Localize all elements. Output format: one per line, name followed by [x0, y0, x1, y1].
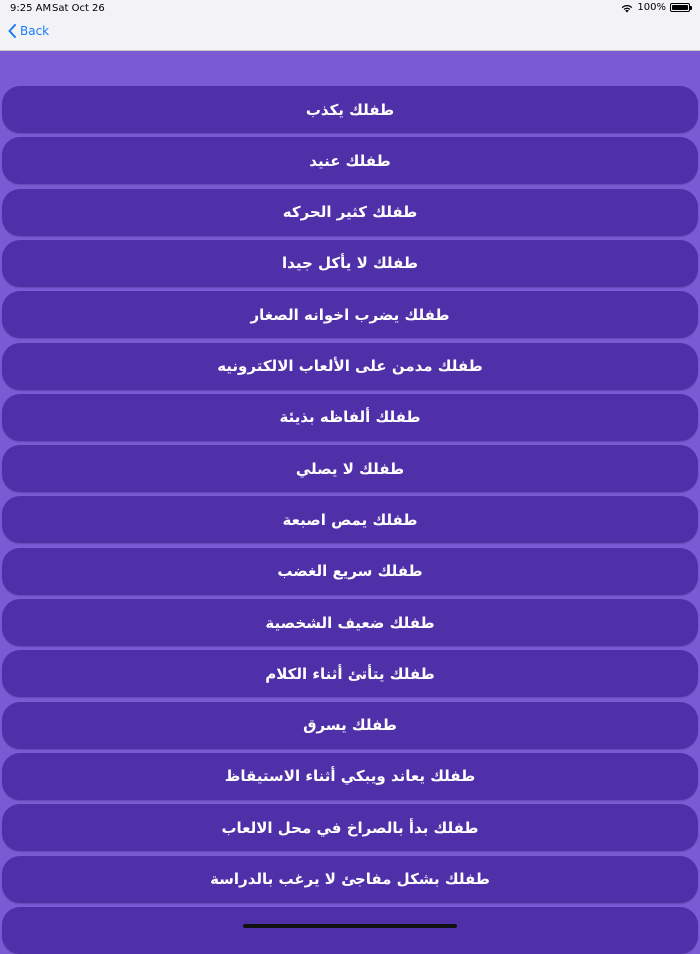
list-item[interactable] [2, 856, 698, 903]
back-label: Back [20, 24, 50, 38]
list-item[interactable] [2, 753, 698, 800]
back-button[interactable] [8, 24, 49, 38]
list-item-label: طفلك بدأ بالصراخ في محل الالعاب [221, 818, 479, 837]
list-item-label: طفلك ألفاظه بذيئة [279, 408, 421, 427]
status-date: Sat Oct 26 [52, 3, 105, 14]
battery-percent: 100% [637, 2, 666, 13]
navigation-bar [0, 18, 700, 51]
list-item[interactable] [2, 394, 698, 441]
list-item[interactable] [2, 907, 698, 954]
status-right [621, 2, 690, 13]
list-item-label: طفلك مدمن على الألعاب الالكترونيه [217, 357, 483, 375]
battery-fill [672, 5, 688, 10]
list-item-label: طفلك يمص اصبعة [282, 510, 418, 529]
list-item[interactable] [2, 804, 698, 851]
list-item[interactable] [2, 189, 698, 236]
status-bar [0, 0, 700, 18]
list-item-label: طفلك يتأتئ أثناء الكلام [265, 664, 435, 683]
list-item[interactable] [2, 496, 698, 543]
list-item-label: طفلك لا يصلي [295, 459, 405, 478]
list-item[interactable] [2, 445, 698, 492]
list-item[interactable] [2, 86, 698, 133]
battery-icon [670, 3, 690, 12]
list-item-label: طفلك يضرب اخوانه الصغار [250, 305, 450, 324]
list-item[interactable] [2, 291, 698, 338]
list-item[interactable] [2, 240, 698, 287]
list-item-label: طفلك يسرق [303, 716, 397, 735]
list-item[interactable] [2, 343, 698, 390]
list-item-label: طفلك ضعيف الشخصية [265, 613, 435, 632]
list-item[interactable] [2, 599, 698, 646]
list-item-label: طفلك سريع الغضب [277, 562, 423, 581]
chevron-left-icon [8, 24, 16, 38]
list-item[interactable] [2, 702, 698, 749]
wifi-icon [621, 3, 633, 13]
list-item-label: طفلك بشكل مفاجئ لا يرغب بالدراسة [210, 870, 490, 888]
list-item-label: طفلك يكذب [305, 100, 395, 119]
home-indicator [243, 924, 457, 928]
status-time: 9:25 AM [10, 3, 52, 14]
list-item-label: طفلك يعاند ويبكي أثناء الاستيقاظ [224, 767, 476, 786]
list-item[interactable] [2, 548, 698, 595]
list-item-label: طفلك لا يأكل جيدا [282, 254, 418, 273]
list-item[interactable] [2, 650, 698, 697]
list-item-label: طفلك عنيد [309, 151, 391, 170]
list-item-label: طفلك كثير الحركه [282, 203, 418, 222]
list-item[interactable] [2, 137, 698, 184]
